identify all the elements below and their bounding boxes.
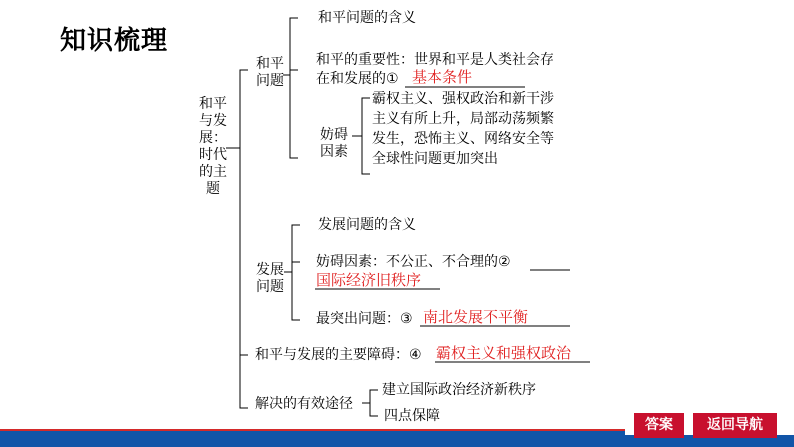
root-line: 的主 (199, 164, 227, 180)
back-navigation-button[interactable]: 返回导航 (693, 413, 777, 438)
peace-obstacle-label-line: 因素 (320, 144, 348, 160)
peace-obstacle-line: 主义有所上升，局部动荡频繁 (372, 111, 554, 127)
footer-bar (0, 431, 625, 447)
answer-3: 南北发展不平衡 (423, 308, 529, 326)
peace-importance-line1: 和平的重要性：世界和平是人类社会存 (316, 52, 554, 68)
peace-label-line: 和平 (256, 56, 284, 72)
development-label (253, 262, 287, 296)
development-meaning: 发展问题的含义 (318, 217, 416, 233)
root-line: 和平 (199, 96, 227, 112)
development-prominent: 最突出问题：③ (316, 311, 413, 327)
answer-4: 霸权主义和强权政治 (436, 344, 572, 362)
solution-label: 解决的有效途径 (255, 396, 353, 412)
root-line: 题 (206, 181, 220, 197)
peace-label-line: 问题 (256, 73, 284, 89)
peace-obstacle-line: 发生，恐怖主义、网络安全等 (372, 131, 554, 147)
development-obstacle: 妨碍因素：不公正、不合理的② (316, 254, 511, 270)
solution-item: 四点保障 (384, 408, 440, 424)
peace-importance-line2: 在和发展的① (316, 71, 399, 87)
root-line: 时代 (199, 147, 227, 163)
peace-obstacle-label (317, 127, 351, 161)
development-label-line: 问题 (256, 279, 284, 295)
answer-1: 基本条件 (412, 68, 473, 86)
peace-label (253, 56, 287, 90)
main-obstacle: 和平与发展的主要障碍：④ (255, 347, 422, 363)
root-line: 展： (199, 130, 227, 146)
root-label (197, 96, 229, 198)
peace-meaning: 和平问题的含义 (318, 10, 416, 26)
root-line: 与发 (199, 113, 227, 129)
peace-obstacle-line: 全球性问题更加突出 (372, 151, 498, 167)
peace-obstacle-label-line: 妨碍 (320, 127, 348, 143)
answer-button[interactable]: 答案 (634, 413, 684, 438)
peace-obstacle-line: 霸权主义、强权政治和新干涉 (372, 91, 554, 107)
development-label-line: 发展 (256, 262, 284, 278)
answer-2: 国际经济旧秩序 (316, 271, 422, 289)
solution-item: 建立国际政治经济新秩序 (382, 382, 536, 398)
page-title: 知识梳理 (60, 26, 169, 56)
